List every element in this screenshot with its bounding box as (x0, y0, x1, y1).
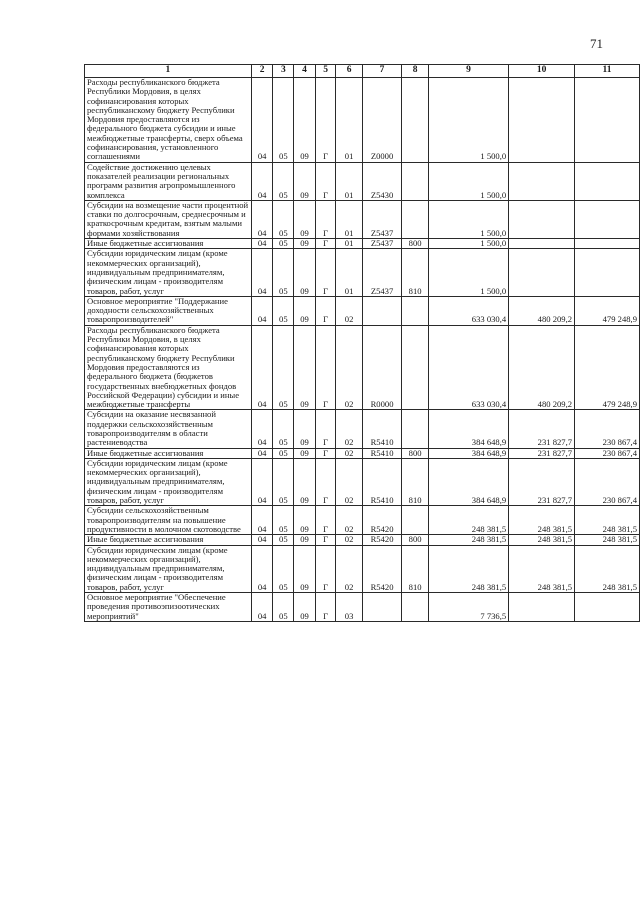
expense-type-code: 810 (402, 458, 429, 505)
direction-code: Z5430 (362, 162, 402, 200)
event-code: 02 (336, 506, 362, 535)
subprogram-code: Г (315, 325, 336, 410)
section-code: 04 (251, 458, 273, 505)
subsection-code: 05 (273, 535, 294, 545)
amount-year-1: 1 500,0 (428, 162, 508, 200)
direction-code: R5420 (362, 545, 402, 592)
amount-year-2: 248 381,5 (509, 545, 575, 592)
row-description: Иные бюджетные ассигнования (85, 535, 252, 545)
expense-type-code: 800 (402, 448, 429, 458)
table-row (85, 410, 640, 448)
subprogram-code: Г (315, 249, 336, 296)
subprogram-code: Г (315, 162, 336, 200)
row-description: Содействие достижению целевых показателей реализации региональных программ развития агропромышленного комплекса (85, 162, 252, 200)
expense-type-code (402, 296, 429, 325)
amount-year-3 (575, 78, 640, 163)
expense-type-code (402, 200, 429, 238)
expense-type-code (402, 593, 429, 622)
subsection-code: 05 (273, 162, 294, 200)
event-code: 02 (336, 410, 362, 448)
subsection-code: 05 (273, 296, 294, 325)
header-cell: 7 (362, 65, 402, 78)
program-code: 09 (294, 325, 316, 410)
subprogram-code: Г (315, 296, 336, 325)
subprogram-code: Г (315, 593, 336, 622)
direction-code: R0000 (362, 325, 402, 410)
amount-year-3: 230 867,4 (575, 458, 640, 505)
header-cell: 2 (251, 65, 273, 78)
amount-year-3: 248 381,5 (575, 506, 640, 535)
subprogram-code: Г (315, 506, 336, 535)
subprogram-code: Г (315, 239, 336, 249)
section-code: 04 (251, 200, 273, 238)
budget-table (84, 64, 640, 622)
amount-year-2 (509, 200, 575, 238)
table-row (85, 535, 640, 545)
page-number: 71 (590, 36, 603, 51)
direction-code: Z5437 (362, 200, 402, 238)
amount-year-2 (509, 249, 575, 296)
amount-year-1: 248 381,5 (428, 535, 508, 545)
subprogram-code: Г (315, 78, 336, 163)
header-row (85, 65, 640, 78)
program-code: 09 (294, 239, 316, 249)
amount-year-1: 1 500,0 (428, 200, 508, 238)
event-code: 02 (336, 296, 362, 325)
expense-type-code: 800 (402, 535, 429, 545)
expense-type-code (402, 506, 429, 535)
program-code: 09 (294, 410, 316, 448)
event-code: 01 (336, 239, 362, 249)
event-code: 01 (336, 249, 362, 296)
table-row (85, 506, 640, 535)
amount-year-2 (509, 162, 575, 200)
section-code: 04 (251, 296, 273, 325)
table-row (85, 249, 640, 296)
amount-year-3: 230 867,4 (575, 448, 640, 458)
amount-year-2: 480 209,2 (509, 296, 575, 325)
subsection-code: 05 (273, 249, 294, 296)
header-cell: 6 (336, 65, 362, 78)
subsection-code: 05 (273, 593, 294, 622)
row-description: Расходы республиканского бюджета Республики Мордовия, в целях софинансирования которых республиканскому бюджету Республики Мордовия предоставляются из федерального бюджета субсидии и иные межбюджетные трансферты, сверх объема софинансирования, установленного соглашениями (85, 78, 252, 163)
subprogram-code: Г (315, 448, 336, 458)
table-row (85, 545, 640, 592)
program-code: 09 (294, 78, 316, 163)
amount-year-3 (575, 593, 640, 622)
subsection-code: 05 (273, 458, 294, 505)
direction-code: R5410 (362, 410, 402, 448)
direction-code (362, 593, 402, 622)
amount-year-2: 248 381,5 (509, 535, 575, 545)
row-description: Иные бюджетные ассигнования (85, 239, 252, 249)
direction-code: R5420 (362, 506, 402, 535)
amount-year-1: 248 381,5 (428, 545, 508, 592)
section-code: 04 (251, 325, 273, 410)
section-code: 04 (251, 162, 273, 200)
row-description: Субсидии юридическим лицам (кроме некоммерческих организаций), индивидуальным предпринимателям, физическим лицам - производителям товаров, работ, услуг (85, 249, 252, 296)
amount-year-2: 248 381,5 (509, 506, 575, 535)
program-code: 09 (294, 162, 316, 200)
subsection-code: 05 (273, 78, 294, 163)
expense-type-code (402, 162, 429, 200)
amount-year-1: 1 500,0 (428, 249, 508, 296)
amount-year-3 (575, 162, 640, 200)
header-cell: 10 (509, 65, 575, 78)
amount-year-1: 1 500,0 (428, 239, 508, 249)
direction-code: R5410 (362, 458, 402, 505)
event-code: 01 (336, 162, 362, 200)
section-code: 04 (251, 410, 273, 448)
expense-type-code (402, 78, 429, 163)
header-cell: 5 (315, 65, 336, 78)
header-cell: 9 (428, 65, 508, 78)
table-row (85, 593, 640, 622)
event-code: 02 (336, 458, 362, 505)
program-code: 09 (294, 296, 316, 325)
expense-type-code: 810 (402, 545, 429, 592)
header-cell: 11 (575, 65, 640, 78)
subsection-code: 05 (273, 325, 294, 410)
header-cell: 4 (294, 65, 316, 78)
amount-year-1: 1 500,0 (428, 78, 508, 163)
amount-year-1: 633 030,4 (428, 296, 508, 325)
row-description: Расходы республиканского бюджета Республики Мордовия, в целях софинансирования которых республиканскому бюджету Республики Мордовия предоставляются из федерального бюджета (бюджетов государственных внебюджетных фондов Российской Федерации) субсидии и иные межбюджетные трансферты (85, 325, 252, 410)
event-code: 01 (336, 200, 362, 238)
amount-year-3: 248 381,5 (575, 535, 640, 545)
row-description: Основное мероприятие "Поддержание доходности сельскохозяйственных товаропроизводителей" (85, 296, 252, 325)
subsection-code: 05 (273, 410, 294, 448)
direction-code: R5420 (362, 535, 402, 545)
program-code: 09 (294, 535, 316, 545)
amount-year-1: 384 648,9 (428, 410, 508, 448)
amount-year-3 (575, 200, 640, 238)
expense-type-code (402, 410, 429, 448)
event-code: 02 (336, 325, 362, 410)
event-code: 01 (336, 78, 362, 163)
subprogram-code: Г (315, 200, 336, 238)
direction-code (362, 296, 402, 325)
header-cell: 1 (85, 65, 252, 78)
expense-type-code: 800 (402, 239, 429, 249)
section-code: 04 (251, 249, 273, 296)
table-body (85, 78, 640, 622)
direction-code: R5410 (362, 448, 402, 458)
section-code: 04 (251, 593, 273, 622)
program-code: 09 (294, 200, 316, 238)
subsection-code: 05 (273, 545, 294, 592)
subsection-code: 05 (273, 200, 294, 238)
table-row (85, 78, 640, 163)
subprogram-code: Г (315, 410, 336, 448)
table-row (85, 200, 640, 238)
subsection-code: 05 (273, 506, 294, 535)
amount-year-2 (509, 78, 575, 163)
amount-year-1: 633 030,4 (428, 325, 508, 410)
program-code: 09 (294, 593, 316, 622)
subprogram-code: Г (315, 458, 336, 505)
amount-year-3: 479 248,9 (575, 325, 640, 410)
program-code: 09 (294, 506, 316, 535)
amount-year-3: 230 867,4 (575, 410, 640, 448)
section-code: 04 (251, 545, 273, 592)
amount-year-3 (575, 239, 640, 249)
row-description: Субсидии сельскохозяйственным товаропроизводителям на повышение продуктивности в молочном скотоводстве (85, 506, 252, 535)
event-code: 02 (336, 545, 362, 592)
amount-year-2 (509, 593, 575, 622)
amount-year-3: 248 381,5 (575, 545, 640, 592)
subprogram-code: Г (315, 545, 336, 592)
subsection-code: 05 (273, 448, 294, 458)
table-row (85, 239, 640, 249)
amount-year-2 (509, 239, 575, 249)
section-code: 04 (251, 506, 273, 535)
section-code: 04 (251, 448, 273, 458)
subsection-code: 05 (273, 239, 294, 249)
row-description: Субсидии юридическим лицам (кроме некоммерческих организаций), индивидуальным предпринимателям, физическим лицам - производителям товаров, работ, услуг (85, 458, 252, 505)
program-code: 09 (294, 458, 316, 505)
row-description: Субсидии на возмещение части процентной ставки по долгосрочным, среднесрочным и краткосрочным кредитам, взятым малыми формами хозяйствования (85, 200, 252, 238)
header-cell: 8 (402, 65, 429, 78)
program-code: 09 (294, 448, 316, 458)
amount-year-1: 384 648,9 (428, 458, 508, 505)
amount-year-3: 479 248,9 (575, 296, 640, 325)
header-cell: 3 (273, 65, 294, 78)
direction-code: Z5437 (362, 239, 402, 249)
table-row (85, 448, 640, 458)
program-code: 09 (294, 249, 316, 296)
expense-type-code (402, 325, 429, 410)
amount-year-2: 231 827,7 (509, 410, 575, 448)
subprogram-code: Г (315, 535, 336, 545)
program-code: 09 (294, 545, 316, 592)
direction-code: Z5437 (362, 249, 402, 296)
event-code: 03 (336, 593, 362, 622)
amount-year-1: 384 648,9 (428, 448, 508, 458)
row-description: Субсидии юридическим лицам (кроме некоммерческих организаций), индивидуальным предпринимателям, физическим лицам - производителям товаров, работ, услуг (85, 545, 252, 592)
amount-year-1: 7 736,5 (428, 593, 508, 622)
table-row (85, 162, 640, 200)
event-code: 02 (336, 535, 362, 545)
section-code: 04 (251, 78, 273, 163)
section-code: 04 (251, 239, 273, 249)
amount-year-3 (575, 249, 640, 296)
table-row (85, 458, 640, 505)
amount-year-2: 231 827,7 (509, 458, 575, 505)
expense-type-code: 810 (402, 249, 429, 296)
row-description: Основное мероприятие "Обеспечение проведения противоэпизоотических мероприятий" (85, 593, 252, 622)
amount-year-1: 248 381,5 (428, 506, 508, 535)
direction-code: Z0000 (362, 78, 402, 163)
table-row (85, 325, 640, 410)
row-description: Иные бюджетные ассигнования (85, 448, 252, 458)
section-code: 04 (251, 535, 273, 545)
amount-year-2: 231 827,7 (509, 448, 575, 458)
row-description: Субсидии на оказание несвязанной поддержки сельскохозяйственным товаропроизводителям в области растениеводства (85, 410, 252, 448)
amount-year-2: 480 209,2 (509, 325, 575, 410)
table-row (85, 296, 640, 325)
event-code: 02 (336, 448, 362, 458)
